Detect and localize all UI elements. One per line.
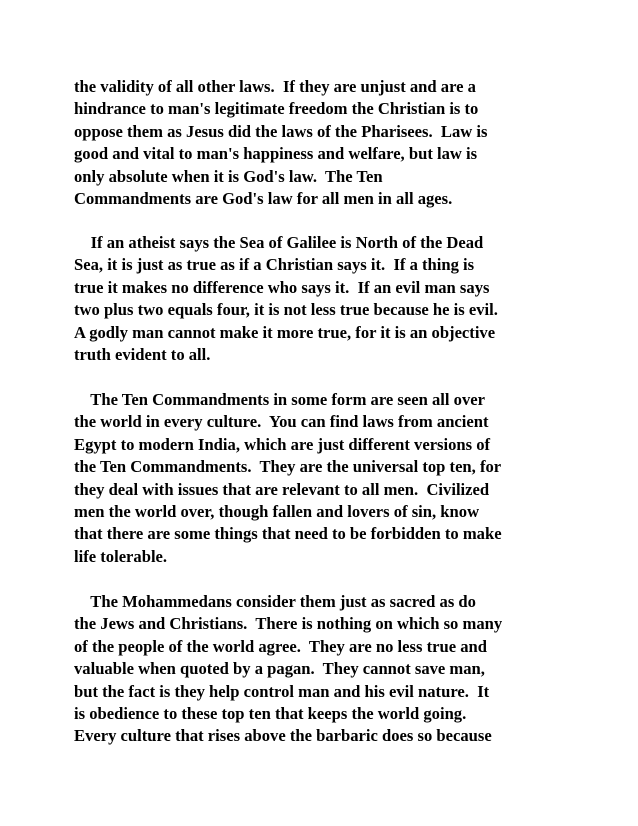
text-line: they deal with issues that are relevant to all men. Civilized	[74, 479, 490, 499]
text-line: The Mohammedans consider them just as sacred as do	[74, 592, 476, 611]
text-line: the Ten Commandments. They are the universal top ten, for	[74, 457, 502, 477]
paragraph-2	[74, 232, 574, 366]
paragraph-4	[74, 591, 574, 748]
text-line: A godly man cannot make it more true, for it is an objective	[74, 322, 496, 342]
text-line: hindrance to man's legitimate freedom the Christian is to	[74, 99, 479, 119]
text-line: the Jews and Christians. There is nothing on which so many	[74, 614, 503, 634]
text-line: Commandments are God's law for all men in all ages.	[74, 188, 453, 208]
text-line: Egypt to modern India, which are just different versions of	[74, 434, 491, 454]
paragraph-1	[74, 76, 574, 210]
text-line: oppose them as Jesus did the laws of the Pharisees. Law is	[74, 121, 488, 141]
text-line: men the world over, though fallen and lovers of sin, know	[74, 501, 480, 521]
text-line: is obedience to these top ten that keeps the world going.	[74, 703, 467, 723]
text-line: If an atheist says the Sea of Galilee is North of the Dead	[74, 233, 484, 252]
text-line: that there are some things that need to be forbidden to make	[74, 524, 502, 544]
text-line: life tolerable.	[74, 546, 168, 566]
text-line: of the people of the world agree. They are no less true and	[74, 636, 487, 656]
text-line: only absolute when it is God's law. The Ten	[74, 166, 383, 186]
text-line: two plus two equals four, it is not less true because he is evil.	[74, 300, 498, 320]
text-line: but the fact is they help control man and his evil nature. It	[74, 681, 490, 701]
text-line: Every culture that rises above the barbaric does so because	[74, 726, 492, 746]
paragraph-3	[74, 389, 574, 568]
text-line: valuable when quoted by a pagan. They cannot save man,	[74, 659, 485, 679]
text-line: truth evident to all.	[74, 344, 211, 364]
text-line: good and vital to man's happiness and welfare, but law is	[74, 144, 478, 164]
text-line: the world in every culture. You can find laws from ancient	[74, 412, 489, 432]
text-line: Sea, it is just as true as if a Christian says it. If a thing is	[74, 255, 475, 275]
text-line: true it makes no difference who says it. If an evil man says	[74, 277, 490, 297]
text-line: The Ten Commandments in some form are seen all over	[74, 390, 485, 409]
text-line: the validity of all other laws. If they are unjust and are a	[74, 77, 476, 96]
